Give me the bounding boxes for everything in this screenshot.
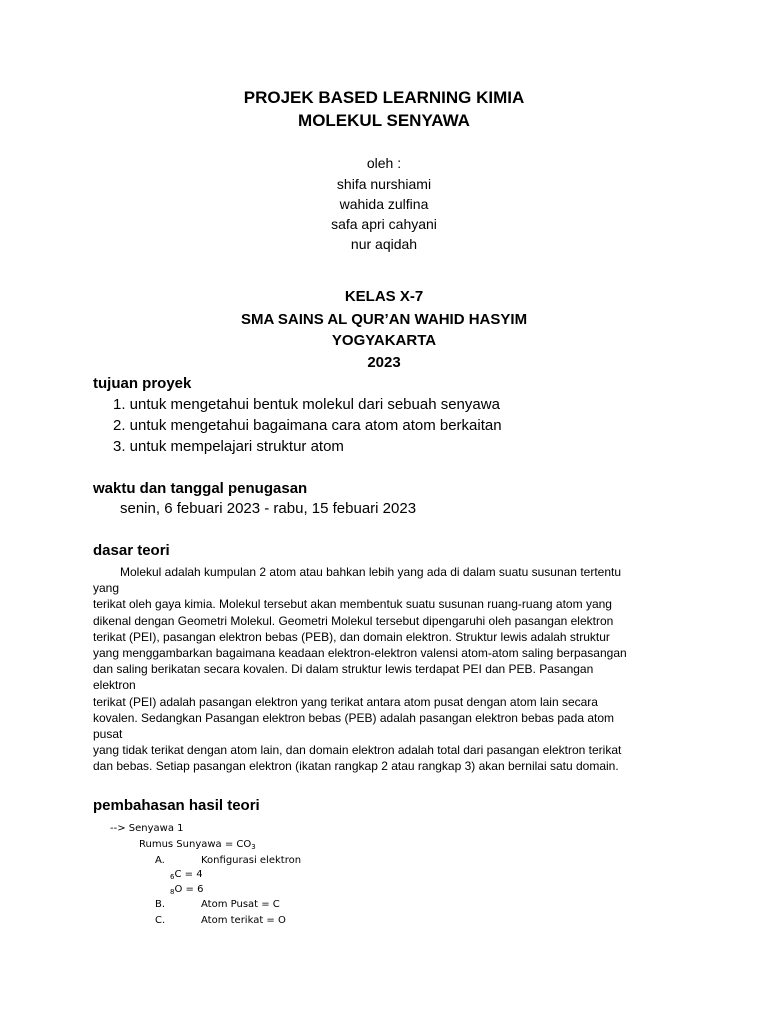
item-a-letter: A. — [155, 855, 165, 866]
rumus-line — [139, 839, 256, 851]
item-c-letter: C. — [155, 915, 166, 926]
author-name: wahida zulfina — [339, 196, 429, 212]
paragraph-line: yang menggambarkan bagaimana keadaan elektron-elektron valensi atom-atom saling berpasangan — [93, 646, 627, 661]
paragraph-line: elektron — [93, 678, 136, 693]
paragraph-line: terikat (PEI), pasangan elektron bebas (PEB), dan domain elektron. Struktur lewis adalah struktur — [93, 629, 610, 644]
rumus-label: Rumus Sunyawa = CO — [139, 839, 252, 850]
tujuan-heading: tujuan proyek — [93, 375, 192, 392]
paragraph-line: yang tidak terikat dengan atom lain, dan domain elektron adalah total dari pasangan elektron terikat — [93, 743, 622, 758]
paragraph-line: kovalen. Sedangkan Pasangan elektron bebas (PEB) adalah pasangan elektron bebas pada atom — [93, 710, 615, 725]
waktu-heading: waktu dan tanggal penugasan — [93, 480, 308, 497]
oxygen-atomic-number: 8 — [170, 888, 175, 896]
item-a-text: Konfigurasi elektron — [201, 855, 302, 866]
dasar-heading: dasar teori — [93, 542, 170, 559]
tujuan-item: 1. untuk mengetahui bentuk molekul dari sebuah senyawa — [113, 396, 500, 413]
tujuan-item: 2. untuk mengetahui bagaimana cara atom atom berkaitan — [113, 417, 502, 434]
tujuan-item: 3. untuk mempelajari struktur atom — [113, 438, 344, 455]
paragraph-line: dan bebas. Setiap pasangan elektron (ikatan rangkap 2 atau rangkap 3) akan bernilai satu domain. — [93, 759, 619, 774]
carbon-atomic-number: 6 — [170, 873, 175, 881]
author-name: shifa nurshiami — [336, 176, 432, 192]
config-carbon — [170, 869, 203, 881]
doc-title-line1: PROJEK BASED LEARNING KIMIA — [243, 88, 525, 107]
carbon-value: C = 4 — [174, 869, 203, 880]
author-name: nur aqidah — [350, 236, 418, 252]
oxygen-value: O = 6 — [174, 884, 204, 895]
item-b-text: Atom Pusat = C — [201, 899, 280, 910]
school-city: YOGYAKARTA — [331, 332, 437, 349]
paragraph-line: dikenal dengan Geometri Molekul. Geometri Molekul tersebut dipengaruhi oleh pasangan elektron — [93, 613, 614, 628]
rumus-subscript: 3 — [251, 843, 256, 851]
paragraph-line: dan saling berikatan secara kovalen. Di dalam struktur lewis terdapat PEI dan PEB. Pasangan — [93, 662, 594, 677]
authors-label: oleh : — [366, 155, 402, 171]
paragraph-line: terikat oleh gaya kimia. Molekul tersebut akan membentuk suatu susunan ruang-ruang atom yang — [93, 597, 612, 612]
author-name: safa apri cahyani — [331, 216, 437, 232]
paragraph-line: yang — [93, 581, 120, 596]
dasar-paragraph — [93, 564, 683, 775]
school-name: SMA SAINS AL QUR’AN WAHID HASYIM — [240, 311, 528, 328]
waktu-text: senin, 6 febuari 2023 - rabu, 15 febuari 2023 — [120, 500, 417, 517]
doc-title-line2: MOLEKUL SENYAWA — [298, 111, 470, 130]
school-kelas: KELAS X-7 — [344, 288, 424, 305]
config-oxygen — [170, 884, 203, 896]
paragraph-line: Molekul adalah kumpulan 2 atom atau bahkan lebih yang ada di dalam suatu susunan tertentu — [120, 565, 622, 579]
senyawa-label: --> Senyawa 1 — [110, 823, 184, 834]
item-b-letter: B. — [155, 899, 166, 910]
paragraph-line: terikat (PEI) adalah pasangan elektron yang terikat antara atom pusat dengan atom lain secara — [93, 694, 598, 709]
item-c-text: Atom terikat = O — [201, 915, 286, 926]
pembahasan-heading: pembahasan hasil teori — [93, 797, 260, 814]
school-year: 2023 — [367, 354, 401, 371]
paragraph-line: pusat — [93, 727, 123, 742]
